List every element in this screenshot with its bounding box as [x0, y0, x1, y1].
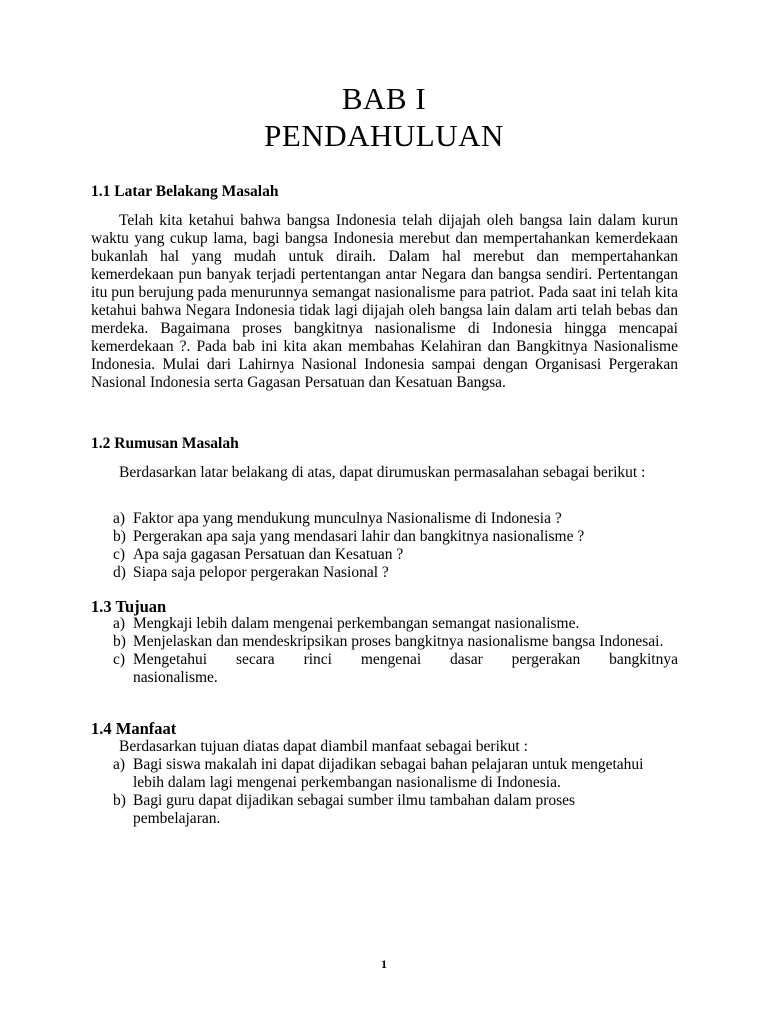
page-number: 1 — [381, 957, 387, 971]
list-item-text: Apa saja gagasan Persatuan dan Kesatuan ? — [133, 546, 404, 563]
list-item-text: Siapa saja pelopor pergerakan Nasional ? — [133, 564, 389, 581]
list-item — [91, 792, 678, 828]
benefit-list — [91, 756, 678, 828]
list-item — [91, 510, 678, 528]
background-paragraph: Telah kita ketahui bahwa bangsa Indonesia telah dijajah oleh bangsa lain dalam kurun waktu yang cukup lama, bagi bangsa Indonesia merebut dan mempertahankan kemerdekaan bukanlah hal yang mudah untuk diraih. Dalam hal merebut dan mempertahankan kemerdekaan pun banyak terjadi pertentangan antar Negara dan bangsa sendiri. Pertentangan itu pun berujung pada menurunnya semangat nasionalisme para patriot. Pada saat ini telah kita ketahui bahwa Negara Indonesia tidak lagi dijajah oleh bangsa lain dalam arti telah bebas dan merdeka. Bagaimana proses bangkitnya nasionalisme di Indonesia hingga mencapai kemerdekaan ?. Pada bab ini kita akan membahas Kelahiran dan Bangkitnya Nasionalisme Indonesia. Mulai dari Lahirnya Nasional Indonesia sampai dengan Organisasi Pergerakan Nasional Indonesia serta Gagasan Persatuan dan Kesatuan Bangsa. — [91, 212, 678, 391]
list-item-text: Mengetahui secara rinci mengenai dasar pergerakan bangkitnya nasionalisme. — [133, 651, 678, 686]
list-item-text: Bagi guru dapat dijadikan sebagai sumber ilmu tambahan dalam proses pembelajaran. — [133, 792, 576, 827]
list-marker: a) — [113, 756, 126, 773]
section-heading-latar-belakang: 1.1 Latar Belakang Masalah — [91, 183, 279, 200]
list-marker: a) — [113, 615, 126, 632]
objective-list — [91, 615, 678, 687]
list-item — [91, 546, 678, 564]
list-item — [91, 615, 678, 633]
list-marker: b) — [113, 792, 126, 809]
list-item-text: Faktor apa yang mendukung munculnya Nasionalisme di Indonesia ? — [133, 510, 562, 527]
list-item — [91, 633, 678, 651]
list-marker: c) — [113, 546, 126, 563]
list-item-text: Bagi siswa makalah ini dapat dijadikan sebagai bahan pelajaran untuk mengetahui lebih dalam lagi mengenai perkembangan nasionalisme di Indonesia. — [133, 756, 644, 791]
list-item-text: Mengkaji lebih dalam mengenai perkembangan semangat nasionalisme. — [133, 615, 580, 632]
list-item — [91, 756, 678, 792]
list-item-text: Pergerakan apa saja yang mendasari lahir dan bangkitnya nasionalisme ? — [133, 528, 585, 545]
list-marker: a) — [113, 510, 126, 527]
problem-list — [91, 510, 678, 582]
list-marker: b) — [113, 528, 126, 545]
section-heading-tujuan: 1.3 Tujuan — [91, 597, 167, 616]
list-marker: c) — [113, 651, 126, 668]
section-heading-manfaat: 1.4 Manfaat — [91, 719, 177, 738]
list-item — [91, 564, 678, 582]
chapter-title: PENDAHULUAN — [264, 118, 504, 153]
chapter-number: BAB I — [341, 81, 427, 116]
section-heading-rumusan-masalah: 1.2 Rumusan Masalah — [91, 435, 239, 452]
benefit-intro: Berdasarkan tujuan diatas dapat diambil manfaat sebagai berikut : — [119, 738, 528, 755]
list-marker: d) — [113, 564, 126, 581]
chapter-heading — [0, 80, 768, 154]
list-item-text: Menjelaskan dan mendeskripsikan proses bangkitnya nasionalisme bangsa Indonesai. — [133, 633, 664, 650]
list-item — [91, 651, 678, 687]
problem-intro: Berdasarkan latar belakang di atas, dapat dirumuskan permasalahan sebagai berikut : — [119, 464, 646, 481]
list-marker: b) — [113, 633, 126, 650]
list-item — [91, 528, 678, 546]
